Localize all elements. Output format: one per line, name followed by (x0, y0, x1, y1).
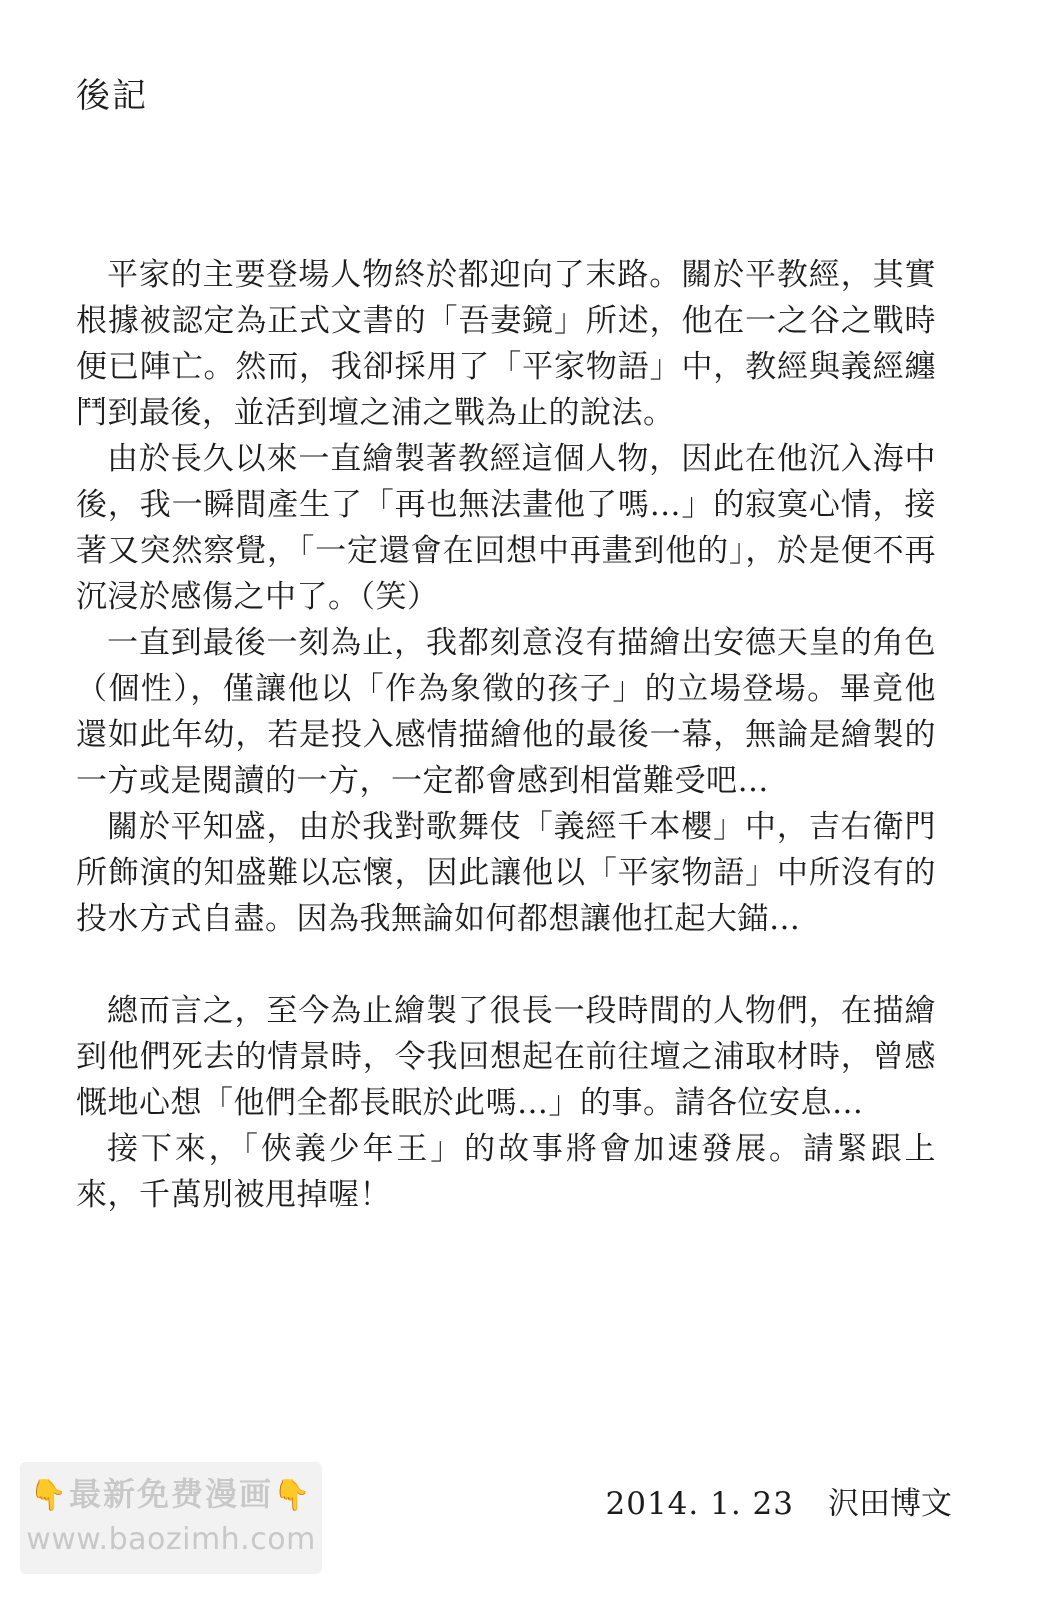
signature (606, 1484, 952, 1524)
paragraph: 一直到最後一刻為止，我都刻意沒有描繪出安德天皇的角色（個性），僅讓他以「作為象徵的孩子」的立場登場。畢竟他還如此年幼，若是投入感情描繪他的最後一幕，無論是繪製的一方或是閱讀的一方，一定都會感到相當難受吧… (76, 625, 936, 799)
pointing-down-hand-icon: 👇 (29, 1478, 69, 1513)
signature-date: 2014. 1. 23 (605, 1486, 794, 1522)
signature-author: 沢田博文 (828, 1486, 952, 1522)
paragraph: 關於平知盛，由於我對歌舞伎「義經千本櫻」中，吉右衛門所飾演的知盛難以忘懷，因此讓他以「平家物語」中所沒有的投水方式自盡。因為我無論如何都想讓他扛起大錨… (76, 809, 936, 937)
page-title: 後記 (76, 76, 148, 116)
pointing-down-hand-icon: 👇 (273, 1478, 313, 1513)
watermark-title-row (20, 1472, 322, 1518)
paragraph: 總而言之，至今為止繪製了很長一段時間的人物們，在描繪到他們死去的情景時，令我回想起在前往壇之浦取材時，曾感慨地心想「他們全都長眠於此嗎…」的事。請各位安息… (76, 993, 936, 1121)
afterword-body (76, 252, 936, 1218)
watermark-url: www.baozimh.com (26, 1522, 316, 1557)
paragraph: 平家的主要登場人物終於都迎向了末路。關於平教經，其實根據被認定為正式文書的「吾妻鏡」所述，他在一之谷之戰時便已陣亡。然而，我卻採用了「平家物語」中，教經與義經纏鬥到最後，並活到壇之浦之戰為止的說法。 (76, 257, 936, 431)
paragraph: 由於長久以來一直繪製著教經這個人物，因此在他沉入海中後，我一瞬間產生了「再也無法畫他了嗎…」的寂寞心情，接著又突然察覺，「一定還會在回想中再畫到他的」，於是便不再沉浸於感傷之中了。（笑） (76, 441, 936, 615)
watermark-text: 最新免费漫画 (68, 1475, 273, 1513)
watermark (20, 1462, 322, 1574)
paragraph: 接下來，「俠義少年王」的故事將會加速發展。請緊跟上來，千萬別被甩掉喔！ (76, 1131, 936, 1213)
paragraph-gap (76, 942, 936, 988)
